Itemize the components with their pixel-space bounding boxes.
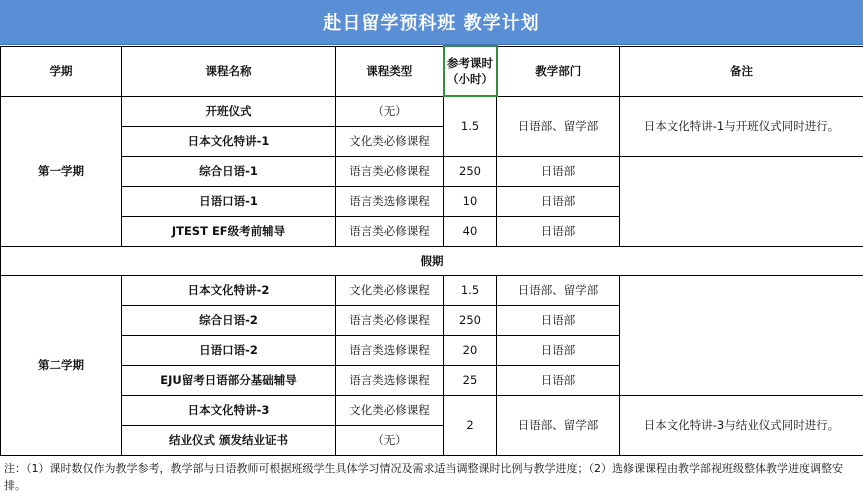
course-cell[interactable]: 日本文化特讲-3 bbox=[122, 395, 336, 425]
remark-cell-empty[interactable] bbox=[620, 156, 863, 246]
hours-cell[interactable]: 25 bbox=[444, 365, 497, 395]
course-cell[interactable]: JTEST EF级考前辅导 bbox=[122, 216, 336, 246]
dept-cell[interactable]: 日语部 bbox=[497, 305, 620, 335]
dept-cell[interactable]: 日语部 bbox=[497, 216, 620, 246]
course-cell[interactable]: 综合日语-1 bbox=[122, 156, 336, 186]
term1-label[interactable]: 第一学期 bbox=[1, 96, 122, 246]
header-hours-line2: （小时） bbox=[447, 72, 493, 86]
remark-cell[interactable]: 日本文化特讲-1与开班仪式同时进行。 bbox=[620, 96, 863, 156]
table-row bbox=[1, 156, 863, 186]
hours-cell[interactable]: 250 bbox=[444, 156, 497, 186]
type-cell[interactable]: 语言类选修课程 bbox=[336, 365, 444, 395]
course-cell[interactable]: 综合日语-2 bbox=[122, 305, 336, 335]
type-cell[interactable]: 语言类必修课程 bbox=[336, 156, 444, 186]
course-cell[interactable]: EJU留考日语部分基础辅导 bbox=[122, 365, 336, 395]
type-cell[interactable]: 文化类必修课程 bbox=[336, 395, 444, 425]
header-hours-line1: 参考课时 bbox=[447, 56, 493, 70]
footnote: 注：（1）课时数仅作为教学参考，教学部与日语教师可根据班级学生具体学习情况及需求适当调整课时比例与教学进度；（2）选修课课程由教学部视班级整体教学进度调整安排。 bbox=[4, 461, 843, 492]
type-cell[interactable]: 文化类必修课程 bbox=[336, 275, 444, 305]
dept-cell[interactable]: 日语部 bbox=[497, 335, 620, 365]
type-cell[interactable]: 语言类选修课程 bbox=[336, 186, 444, 216]
table-row bbox=[1, 275, 863, 305]
hours-cell[interactable]: 1.5 bbox=[444, 275, 497, 305]
dept-cell[interactable]: 日语部、留学部 bbox=[497, 96, 620, 156]
table-row bbox=[1, 395, 863, 425]
course-cell[interactable]: 日本文化特讲-1 bbox=[122, 126, 336, 156]
remark-cell[interactable]: 日本文化特讲-3与结业仪式同时进行。 bbox=[620, 395, 863, 455]
type-cell[interactable]: （无） bbox=[336, 425, 444, 455]
header-type[interactable]: 课程类型 bbox=[336, 46, 444, 96]
hours-cell[interactable]: 250 bbox=[444, 305, 497, 335]
hours-cell[interactable]: 10 bbox=[444, 186, 497, 216]
vacation-cell[interactable]: 假期 bbox=[1, 246, 863, 275]
plan-table bbox=[0, 45, 863, 456]
header-hours-selected-cell[interactable] bbox=[444, 46, 497, 96]
hours-cell[interactable]: 20 bbox=[444, 335, 497, 365]
dept-cell[interactable]: 日语部 bbox=[497, 365, 620, 395]
hours-cell[interactable]: 2 bbox=[444, 395, 497, 455]
sheet-title: 赴日留学预科班 教学计划 bbox=[0, 0, 863, 45]
header-course[interactable]: 课程名称 bbox=[122, 46, 336, 96]
course-cell[interactable]: 结业仪式 颁发结业证书 bbox=[122, 425, 336, 455]
dept-cell[interactable]: 日语部、留学部 bbox=[497, 275, 620, 305]
hours-cell[interactable]: 1.5 bbox=[444, 96, 497, 156]
remark-cell-empty[interactable] bbox=[620, 275, 863, 395]
dept-cell[interactable]: 日语部、留学部 bbox=[497, 395, 620, 455]
type-cell[interactable]: 语言类必修课程 bbox=[336, 216, 444, 246]
type-cell[interactable]: 语言类必修课程 bbox=[336, 305, 444, 335]
hours-cell[interactable]: 40 bbox=[444, 216, 497, 246]
type-cell[interactable]: 文化类必修课程 bbox=[336, 126, 444, 156]
header-remark[interactable]: 备注 bbox=[620, 46, 863, 96]
term2-label[interactable]: 第二学期 bbox=[1, 275, 122, 455]
type-cell[interactable]: 语言类选修课程 bbox=[336, 335, 444, 365]
header-term[interactable]: 学期 bbox=[1, 46, 122, 96]
course-cell[interactable]: 日语口语-2 bbox=[122, 335, 336, 365]
course-cell[interactable]: 日本文化特讲-2 bbox=[122, 275, 336, 305]
course-cell[interactable]: 开班仪式 bbox=[122, 96, 336, 126]
type-cell[interactable]: （无） bbox=[336, 96, 444, 126]
vacation-row bbox=[1, 246, 863, 275]
header-row bbox=[1, 46, 863, 96]
dept-cell[interactable]: 日语部 bbox=[497, 156, 620, 186]
dept-cell[interactable]: 日语部 bbox=[497, 186, 620, 216]
header-dept[interactable]: 教学部门 bbox=[497, 46, 620, 96]
course-cell[interactable]: 日语口语-1 bbox=[122, 186, 336, 216]
table-row bbox=[1, 96, 863, 126]
